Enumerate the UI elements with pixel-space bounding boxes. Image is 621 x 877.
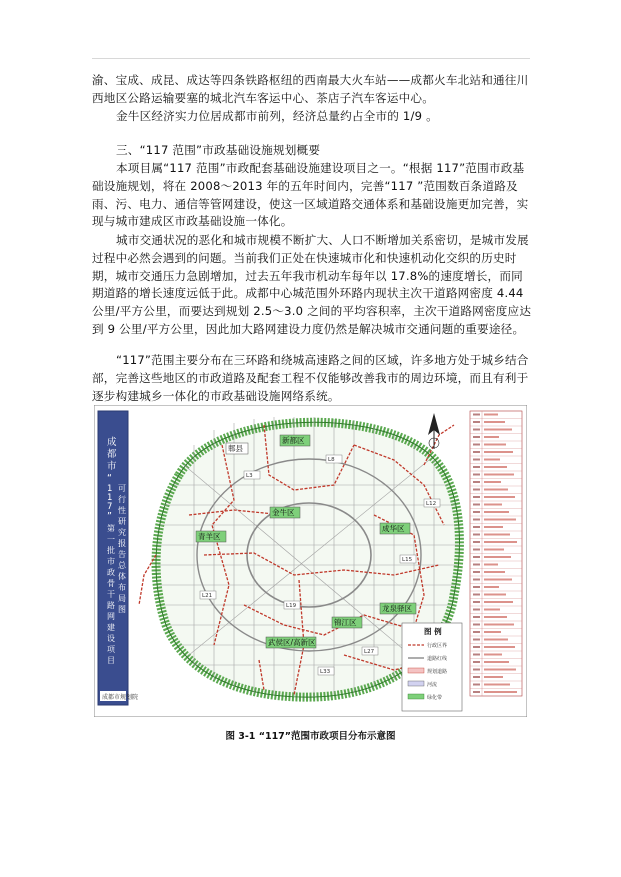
legend-title: 图 例 [424, 627, 442, 636]
paragraph-traffic: 城市交通状况的恶化和城市规模不断扩大、人口不断增加关系密切，是城市发展过程中必然会遇到的问题。当前我们正处在快速城市化和快速机动化交织的历史时期，城市交通压力急剧增加，过去五年我市机动车每年以 17.8%的速度增长，而同期道路的增长速度远低于此。成都中心城范围外环路内现状主次干道路网密度 4.44 公里/平方公里，而要达到规划 2.5～3.0 之间的平均容积率，主次干道路网密度应达到 9 公里/平方公里，因此加大路网建设力度仍然是解决城市交通问题的重要途径。 [92, 233, 532, 336]
legend-item-4: 绿化带 [427, 695, 443, 701]
svg-text:干: 干 [107, 590, 115, 599]
svg-text:告: 告 [118, 550, 126, 559]
district-label-pixian: 郫县 [228, 444, 243, 453]
paragraph-range: “117”范围主要分布在三环路和绕城高速路之间的区域，许多地方处于城乡结合部，完善这些地区的市政道路及配套工程不仅能够改善我市的周边环境，而且有利于逐步构建城乡一体化的市政基础设施网络系统。 [92, 353, 529, 403]
svg-text:L8: L8 [328, 457, 335, 463]
svg-text:性: 性 [118, 506, 126, 515]
figure-caption: 图 3-1 “117”范围市政项目分布示意图 [225, 731, 396, 742]
svg-text:L19: L19 [286, 603, 297, 609]
district-label-wuhou: 武侯区/高新区 [268, 638, 316, 647]
svg-text:研: 研 [118, 517, 126, 526]
map-legend [402, 623, 462, 711]
project-list-table [470, 411, 522, 696]
paragraph-railway: 渝、宝成、成昆、成达等四条铁路枢纽的西南最大火车站——成都火车北站和通往川西地区公路运输要塞的城北汽车客运中心、茶店子汽车客运中心。 [92, 73, 529, 105]
svg-text:L3: L3 [246, 473, 253, 479]
map-title-col-1: 成 [107, 437, 117, 448]
svg-text:网: 网 [107, 612, 115, 621]
legend-item-3: 河流 [427, 682, 438, 688]
svg-text:目: 目 [107, 656, 115, 665]
district-label-chenghua: 成华区 [382, 524, 405, 533]
svg-text:建: 建 [107, 623, 115, 632]
svg-text:L15: L15 [402, 557, 413, 563]
svg-text:行: 行 [118, 495, 126, 504]
svg-text:都: 都 [107, 449, 117, 460]
svg-text:L27: L27 [364, 649, 375, 655]
district-label-jinniu: 金牛区 [272, 508, 295, 517]
svg-text:1: 1 [107, 493, 113, 503]
paragraph-economy: 金牛区经济实力位居成都市前列，经济总量约占全市的 1/9 。 [116, 109, 438, 123]
svg-text:布: 布 [118, 583, 126, 592]
svg-text:图: 图 [118, 605, 126, 614]
svg-text:“: “ [107, 473, 112, 484]
header-rule [92, 58, 530, 59]
district-label-longquanyi: 龙泉驿区 [382, 604, 412, 613]
svg-text:批: 批 [107, 546, 115, 555]
district-label-xindu: 新都区 [282, 436, 305, 445]
svg-text:设: 设 [107, 634, 115, 643]
legend-item-2: 规划道路 [427, 669, 448, 675]
section-heading: 三、“117 范围”市政基础设施规划概要 [116, 143, 321, 157]
svg-text:政: 政 [107, 568, 115, 577]
legend-item-0: 行政区界 [427, 643, 448, 649]
district-label-qingyang: 青羊区 [198, 532, 221, 541]
map-footer-tag: 成都市规划院 [102, 694, 139, 701]
svg-text:L21: L21 [202, 593, 213, 599]
svg-text:项: 项 [107, 645, 115, 654]
svg-text:1: 1 [107, 484, 113, 494]
svg-text:总: 总 [118, 561, 126, 570]
svg-text:7: 7 [107, 502, 113, 512]
district-label-jinjiang: 锦江区 [334, 618, 357, 627]
district-map-figure [94, 405, 527, 717]
svg-text:市: 市 [107, 461, 117, 472]
svg-text:一: 一 [107, 535, 115, 544]
legend-item-1: 道路红线 [427, 656, 448, 662]
svg-text:骨: 骨 [107, 579, 115, 588]
paragraph-project-scope: 本项目属“117 范围”市政配套基础设施建设项目之一。“根据 117”范围市政基础设施规划，将在 2008～2013 年的五年时间内，完善“117 ”范围数百条道路及雨、污、电力、通信等管网建设，使这一区域道路交通体系和基础设施更加完善，实现与城市建成区市政基础设施一体化。 [92, 161, 529, 229]
svg-text:L33: L33 [320, 669, 331, 675]
svg-text:体: 体 [118, 572, 126, 581]
svg-text:”: ” [107, 511, 112, 522]
svg-text:报: 报 [118, 539, 126, 548]
svg-text:究: 究 [118, 528, 126, 537]
svg-text:市: 市 [107, 557, 115, 566]
svg-text:路: 路 [107, 601, 115, 610]
svg-text:L12: L12 [426, 501, 437, 507]
svg-text:第: 第 [107, 524, 115, 533]
svg-text:局: 局 [118, 594, 126, 603]
svg-text:可: 可 [118, 484, 126, 493]
